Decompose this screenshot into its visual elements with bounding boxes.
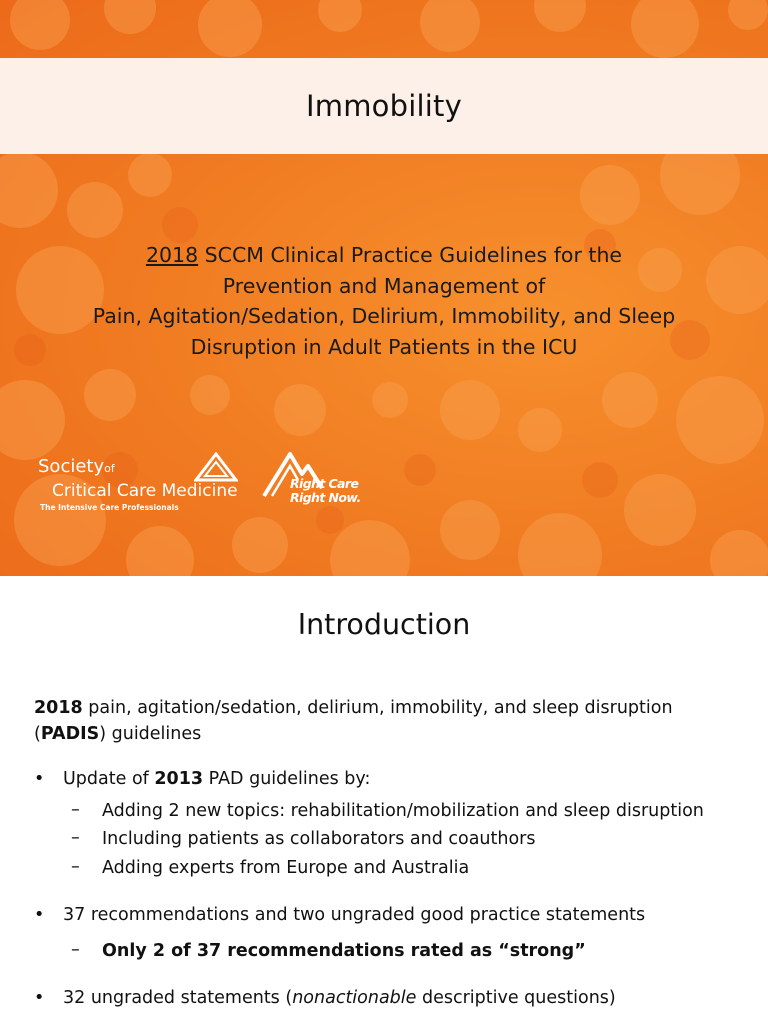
right-care-logo (262, 448, 392, 512)
bullet-marker: • (34, 769, 45, 789)
subtitle-line-4: Disruption in Adult Patients in the ICU (190, 334, 578, 359)
lead-text-1: pain, agitation/sedation, delirium, immobility, and sleep disruption (82, 698, 673, 718)
sub-item (71, 857, 470, 878)
bullet-ungraded-pre: 32 ungraded statements ( (63, 988, 293, 1008)
bullet-ungraded-em: nonactionable (292, 988, 417, 1008)
sub-item (71, 828, 536, 849)
dash-marker: – (71, 857, 80, 877)
bullet-update-post: PAD guidelines by: (203, 769, 371, 789)
subtitle-line-3: Pain, Agitation/Sedation, Delirium, Immobility, and Sleep (92, 304, 676, 328)
sccm-society-word: Society (38, 456, 105, 477)
sub-item-text: Including patients as collaborators and coauthors (102, 829, 536, 849)
bullet-recommendations (34, 905, 646, 925)
dash-marker: – (71, 828, 80, 848)
padis-lead-paragraph (34, 696, 734, 747)
sub-item (71, 800, 704, 821)
subtitle-line-2: Prevention and Management of (222, 273, 546, 298)
sub-item-text: Adding 2 new topics: rehabilitation/mobilization and sleep disruption (102, 801, 704, 821)
introduction-title: Introduction (297, 608, 471, 641)
right-care-line-2: Right Now. (290, 490, 361, 505)
right-care-line-1: Right Care (290, 476, 359, 491)
sub-item-strong-text: Only 2 of 37 recommendations rated as “strong” (102, 941, 586, 961)
lead-paren-open: ( (34, 723, 41, 744)
guideline-subtitle (40, 240, 728, 362)
sccm-logo-society (38, 456, 115, 477)
slide-title: Immobility (306, 89, 462, 123)
dash-marker: – (71, 800, 80, 820)
sccm-logo (38, 452, 288, 522)
bullet-marker: • (34, 988, 45, 1008)
sccm-triangle-icon (194, 452, 238, 482)
lead-year: 2018 (34, 698, 83, 718)
subtitle-year: 2018 (145, 243, 199, 267)
sccm-of-word: of (104, 462, 115, 475)
bullet-recommendations-text: 37 recommendations and two ungraded good practice statements (63, 905, 646, 925)
introduction-slide (0, 576, 768, 1024)
bullet-marker: • (34, 905, 45, 925)
bullet-update-pre: Update of (63, 769, 155, 789)
bullet-update-year: 2013 (154, 769, 204, 789)
bullet-update (34, 769, 371, 789)
sccm-logo-name: Critical Care Medicine (52, 481, 238, 501)
bullet-ungraded (34, 988, 616, 1008)
bullet-ungraded-post: descriptive questions) (416, 988, 616, 1008)
subtitle-line-1 (40, 240, 728, 271)
sub-item-text: Adding experts from Europe and Australia (102, 858, 470, 878)
title-band (0, 58, 768, 154)
dash-marker: – (71, 940, 80, 960)
sccm-logo-tagline: The Intensive Care Professionals (40, 503, 179, 512)
lead-text-2: ) guidelines (99, 723, 202, 744)
sub-item-strong (71, 940, 586, 961)
subtitle-line-1-text: SCCM Clinical Practice Guidelines for the (198, 243, 623, 267)
lead-abbr: PADIS (40, 723, 100, 744)
